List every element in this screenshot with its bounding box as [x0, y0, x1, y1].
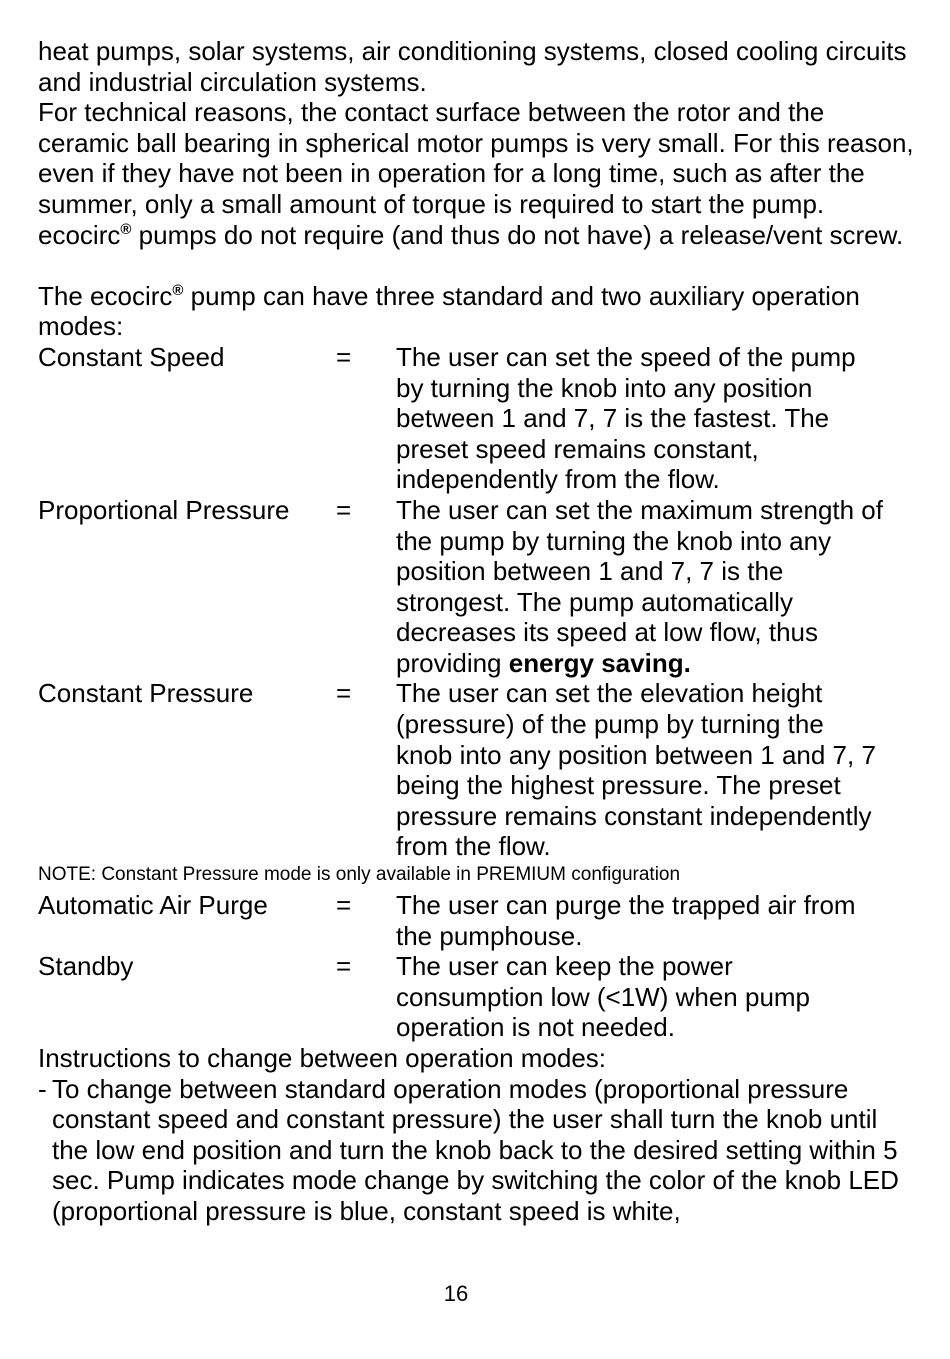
technical-paragraph [38, 97, 918, 250]
registered-mark: ® [120, 220, 132, 238]
technical-text-a: For technical reasons, the contact surface between the rotor and the ceramic ball bearing in spherical motor pumps is very small. For this reason, even if they have not been in operation for a long time, such as after the summer, only a small amount of torque is required to start the pump. ecocirc [38, 97, 914, 250]
mode-name: Standby [38, 951, 134, 982]
modes-intro-paragraph [38, 281, 918, 342]
mode-row-constant-pressure [38, 678, 918, 862]
mode-equals: = [336, 678, 352, 709]
mode-description-emphasis: energy saving. [508, 647, 691, 678]
page-number: 16 [443, 1281, 469, 1306]
instructions-bullet [38, 1074, 918, 1227]
spacer [38, 250, 918, 281]
bullet-text: To change between standard operation modes (proportional pressure constant speed and constant pressure) the user shall turn the knob until the low end position and turn the knob back to the desired setting within 5 sec. Pump indicates mode change by switching the color of the knob LED (proportional pressure is blue, constant speed is white, [52, 1073, 899, 1226]
mode-name: Proportional Pressure [38, 494, 290, 525]
mode-description [396, 495, 886, 679]
mode-row-constant-speed [38, 342, 918, 495]
intro-continuation: heat pumps, solar systems, air conditioning systems, closed cooling circuits and industrial circulation systems. [38, 36, 907, 97]
mode-equals: = [336, 494, 352, 525]
mode-row-standby [38, 951, 918, 1043]
mode-row-automatic-air-purge [38, 890, 918, 951]
mode-description-text: The user can set the maximum strength of the pump by turning the knob into any position between 1 and 7, 7 is the strongest. The pump automatically decreases its speed at low flow, thus providing [396, 494, 883, 678]
technical-text-b: pumps do not require (and thus do not have) a release/vent screw. [131, 219, 904, 250]
mode-name: Automatic Air Purge [38, 890, 268, 921]
bullet-dash: - [38, 1073, 47, 1104]
modes-intro-text-b: pump can have three standard and two auxiliary operation modes: [38, 280, 860, 342]
mode-name: Constant Speed [38, 341, 225, 372]
mode-name: Constant Pressure [38, 678, 254, 709]
mode-row-proportional-pressure [38, 495, 918, 679]
mode-equals: = [336, 341, 352, 372]
premium-note: NOTE: Constant Pressure mode is only available in PREMIUM configuration [38, 864, 681, 886]
modes-intro-text-a: The ecocirc [38, 280, 173, 311]
mode-equals: = [336, 951, 352, 982]
mode-description: The user can set the elevation height (pressure) of the pump by turning the knob into any position between 1 and 7, 7 being the highest pressure. The preset pressure remains constant independently from the flow. [396, 678, 876, 862]
mode-description: The user can keep the power consumption low (<1W) when pump operation is not needed. [396, 951, 811, 1043]
document-page [38, 36, 918, 1227]
instructions-heading: Instructions to change between operation modes: [38, 1043, 607, 1073]
mode-description: The user can set the speed of the pump by turning the knob into any position between 1 and 7, 7 is the fastest. The preset speed remains constant, independently from the flow. [396, 341, 856, 495]
mode-description: The user can purge the trapped air from the pumphouse. [396, 890, 856, 951]
mode-equals: = [336, 890, 352, 921]
registered-mark: ® [172, 281, 184, 299]
